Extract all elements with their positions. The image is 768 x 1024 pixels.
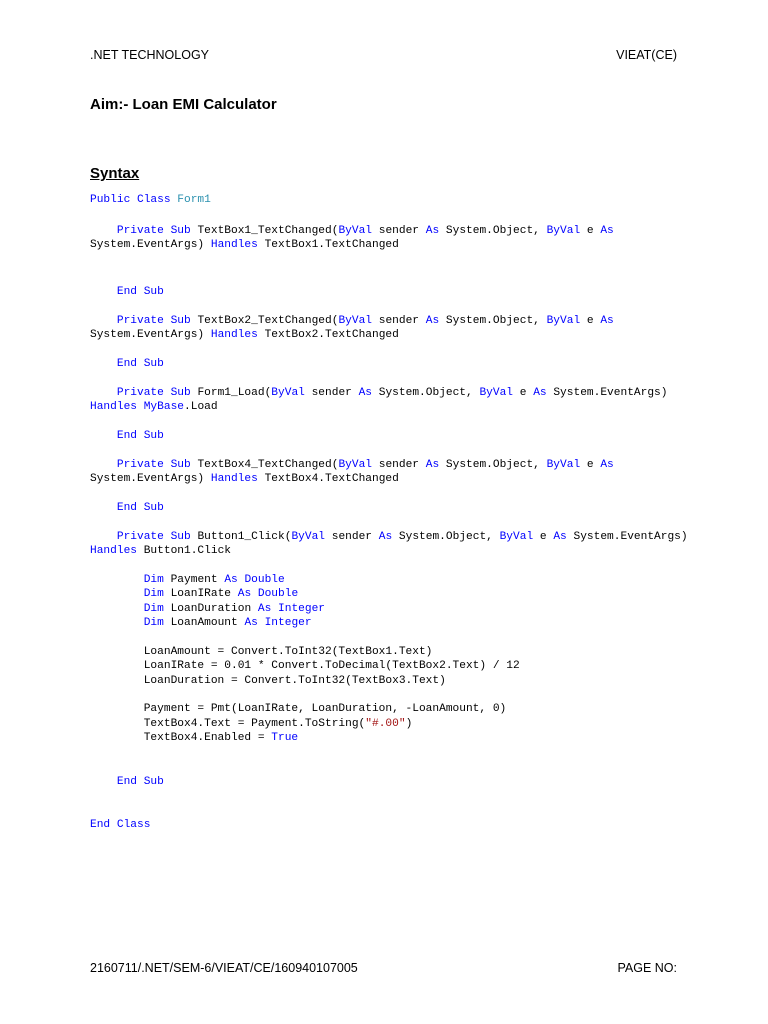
code-token: e: [580, 459, 601, 471]
code-token: As: [533, 387, 547, 399]
code-token: LoanAmount = Convert.ToInt32(TextBox1.Text): [90, 646, 433, 658]
code-token: TextBox1.TextChanged: [257, 239, 399, 251]
code-token: LoanDuration = Convert.ToInt32(TextBox3.Text): [90, 675, 446, 687]
code-token: Dim: [143, 617, 164, 629]
code-token: True: [271, 732, 299, 744]
code-token: Handles: [210, 473, 258, 485]
code-token: End Sub: [116, 430, 164, 442]
code-token: [90, 459, 117, 471]
code-token: System.EventArgs): [90, 473, 211, 485]
code-token: As: [358, 387, 373, 399]
code-token: sender: [304, 387, 359, 399]
code-line: [90, 573, 285, 587]
code-token: End Sub: [116, 286, 164, 298]
code-token: ByVal: [546, 459, 581, 471]
code-line: [90, 659, 520, 673]
code-token: LoanIRate = 0.01 * Convert.ToDecimal(TextBox2.Text) / 12: [90, 660, 520, 672]
footer-right: PAGE NO:: [617, 961, 677, 975]
code-token: Button1.Click: [137, 545, 231, 557]
code-token: LoanDuration: [163, 603, 258, 615]
code-token: ByVal: [291, 531, 326, 543]
code-token: Handles: [210, 329, 258, 341]
code-token: sender: [372, 459, 426, 471]
header-left: .NET TECHNOLOGY: [90, 48, 210, 62]
code-line: [90, 458, 614, 472]
code-token: [90, 358, 117, 370]
code-line: [90, 731, 298, 745]
code-line: [90, 616, 312, 630]
header-right: VIEAT(CE): [616, 48, 677, 62]
code-line: [90, 314, 614, 328]
code-token: As: [425, 315, 440, 327]
code-line: [90, 587, 298, 601]
code-token: sender: [372, 315, 426, 327]
code-token: MyBase: [143, 401, 185, 413]
code-token: [90, 588, 144, 600]
code-line: [90, 818, 150, 832]
code-line: [90, 328, 399, 342]
code-token: Handles: [90, 401, 144, 413]
code-token: [90, 315, 117, 327]
code-token: [90, 225, 117, 237]
code-token: As: [553, 531, 567, 543]
code-token: System.Object,: [372, 387, 480, 399]
code-token: As Integer: [244, 617, 312, 629]
code-token: ByVal: [499, 531, 534, 543]
code-token: sender: [325, 531, 379, 543]
code-token: TextBox4_TextChanged(: [197, 459, 339, 471]
code-line: [90, 530, 688, 544]
code-token: As: [425, 225, 440, 237]
code-token: e: [580, 225, 601, 237]
code-token: ): [405, 718, 413, 730]
code-token: Private Sub: [116, 315, 198, 327]
code-token: Private Sub: [116, 225, 198, 237]
code-token: TextBox4.Text = Payment.ToString(: [90, 718, 366, 730]
code-token: ByVal: [338, 225, 373, 237]
code-line: [90, 674, 446, 688]
code-token: ByVal: [479, 387, 514, 399]
code-line: [90, 501, 164, 515]
code-token: [90, 531, 117, 543]
code-token: e: [533, 531, 554, 543]
code-token: Private Sub: [116, 531, 198, 543]
code-token: As Integer: [257, 603, 326, 615]
code-token: Private Sub: [116, 459, 198, 471]
code-token: End Sub: [116, 776, 164, 788]
code-token: Payment = Pmt(LoanIRate, LoanDuration, -LoanAmount, 0): [90, 703, 507, 715]
code-line: [90, 193, 211, 207]
aim-title: Aim:- Loan EMI Calculator: [90, 96, 277, 113]
code-token: [90, 387, 117, 399]
code-token: End Class: [90, 819, 151, 831]
code-line: [90, 775, 164, 789]
code-line: [90, 717, 412, 731]
code-token: System.EventArgs): [90, 329, 211, 341]
code-token: Handles: [210, 239, 258, 251]
code-line: [90, 285, 164, 299]
code-line: [90, 429, 164, 443]
code-token: System.Object,: [439, 225, 547, 237]
code-token: Handles: [90, 545, 137, 557]
code-line: [90, 602, 325, 616]
code-token: [90, 286, 117, 298]
code-token: LoanIRate: [163, 588, 238, 600]
code-token: TextBox2.TextChanged: [257, 329, 399, 341]
code-token: End Sub: [116, 358, 164, 370]
code-line: [90, 544, 231, 558]
code-line: [90, 400, 218, 414]
code-token: TextBox4.TextChanged: [257, 473, 399, 485]
code-token: Dim: [143, 588, 164, 600]
code-token: [90, 617, 144, 629]
code-token: As Double: [224, 574, 285, 586]
code-token: TextBox2_TextChanged(: [197, 315, 339, 327]
code-token: As Double: [237, 588, 299, 600]
code-line: [90, 224, 614, 238]
code-token: ByVal: [546, 225, 581, 237]
code-token: Dim: [143, 603, 164, 615]
code-token: Private Sub: [116, 387, 198, 399]
code-line: [90, 238, 399, 252]
code-token: e: [513, 387, 534, 399]
code-token: ByVal: [271, 387, 305, 399]
code-token: "#.00": [365, 718, 406, 730]
syntax-heading: Syntax: [90, 165, 140, 182]
footer-left: 2160711/.NET/SEM-6/VIEAT/CE/160940107005: [90, 961, 358, 975]
code-line: [90, 472, 399, 486]
code-token: End Sub: [116, 502, 164, 514]
code-line: [90, 386, 667, 400]
code-token: Dim: [143, 574, 164, 586]
code-token: As: [600, 225, 614, 237]
code-token: As: [600, 459, 614, 471]
code-token: [90, 574, 144, 586]
code-token: System.EventArgs): [546, 387, 668, 399]
code-token: [90, 502, 117, 514]
code-token: ByVal: [338, 459, 373, 471]
code-token: sender: [372, 225, 426, 237]
code-token: Form1_Load(: [197, 387, 272, 399]
code-token: As: [600, 315, 614, 327]
code-token: System.Object,: [439, 315, 547, 327]
code-token: System.Object,: [439, 459, 547, 471]
code-token: ByVal: [546, 315, 581, 327]
code-line: [90, 702, 506, 716]
code-token: System.EventArgs): [566, 531, 688, 543]
code-token: .Load: [184, 401, 218, 413]
code-token: Button1_Click(: [197, 531, 292, 543]
code-token: TextBox1_TextChanged(: [197, 225, 339, 237]
code-token: e: [580, 315, 601, 327]
code-line: [90, 645, 432, 659]
code-line: [90, 357, 164, 371]
code-token: LoanAmount: [163, 617, 245, 629]
code-token: As: [378, 531, 393, 543]
code-token: Public Class: [90, 194, 178, 206]
code-token: TextBox4.Enabled =: [90, 732, 272, 744]
code-token: Form1: [177, 194, 211, 206]
code-token: ByVal: [338, 315, 373, 327]
code-token: As: [425, 459, 440, 471]
code-token: [90, 603, 144, 615]
code-token: [90, 776, 117, 788]
code-token: [90, 430, 117, 442]
code-token: System.EventArgs): [90, 239, 211, 251]
code-token: Payment: [163, 574, 225, 586]
code-token: System.Object,: [392, 531, 500, 543]
